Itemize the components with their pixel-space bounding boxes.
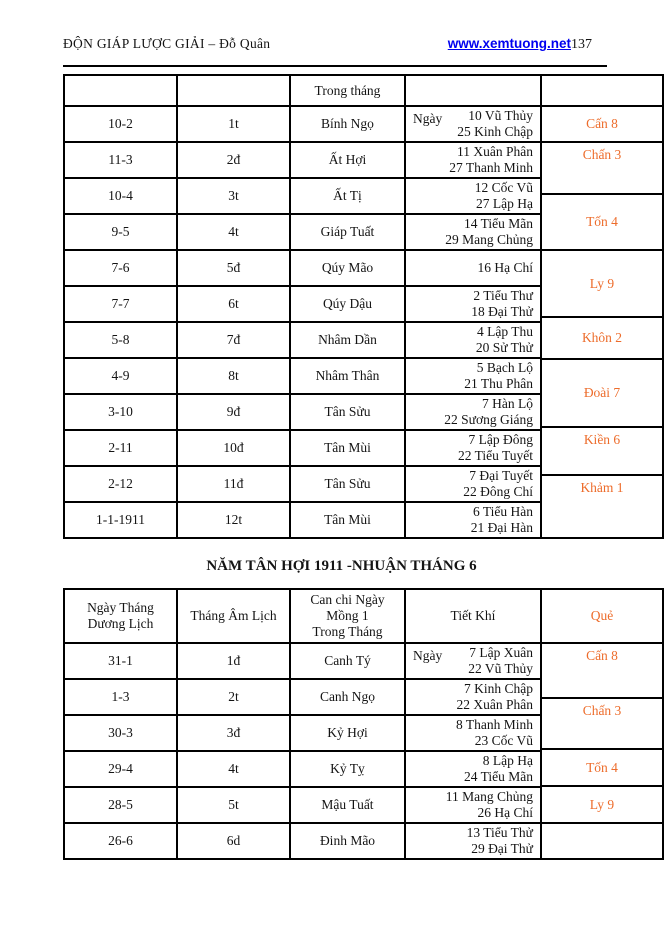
can-chi-cell: Ất Hợi: [291, 143, 406, 179]
tiet-khi-line: 22 Xuân Phân: [456, 697, 533, 712]
header-can-chi-cell: Trong tháng: [291, 76, 406, 107]
tiet-khi-line: 23 Cốc Vũ: [474, 733, 533, 748]
lunar-month-cell: 1đ: [178, 644, 291, 680]
lunar-month-cell: 4t: [178, 215, 291, 251]
header-tiet-khi-cell: Tiết Khí: [406, 590, 542, 644]
que-cell: [542, 360, 662, 428]
solar-date-cell: 31-1: [65, 644, 178, 680]
tiet-khi-line: 10 Vũ Thủy: [468, 108, 533, 123]
tiet-khi-line: 24 Tiểu Mãn: [463, 769, 533, 784]
lunar-month-cell: 5đ: [178, 251, 291, 287]
que-header-label: Quẻ: [590, 608, 614, 623]
tiet-khi-line: 18 Đại Thử: [471, 304, 533, 319]
tiet-khi-line: 16 Hạ Chí: [477, 260, 533, 275]
can-chi-cell: Ất Tị: [291, 179, 406, 215]
header-divider: [63, 65, 607, 67]
solar-date-cell: 11-3: [65, 143, 178, 179]
solar-date-cell: 10-4: [65, 179, 178, 215]
tiet-khi-cell: [406, 395, 542, 431]
tiet-khi-line: 11 Mang Chủng: [445, 789, 533, 804]
que-label: Chấn 3: [582, 703, 622, 718]
lunar-month-cell: 12t: [178, 503, 291, 539]
que-label: Tốn 4: [586, 214, 618, 229]
solar-date-cell: 3-10: [65, 395, 178, 431]
tiet-khi-cell: [406, 215, 542, 251]
tiet-khi-line: 21 Đại Hàn: [470, 520, 533, 535]
que-column: [542, 588, 664, 860]
solar-date-cell: 1-1-1911: [65, 503, 178, 539]
que-cell: [542, 143, 662, 195]
ngay-prefix-label: Ngày: [413, 111, 443, 126]
can-chi-cell: Đinh Mão: [291, 824, 406, 860]
lunar-month-cell: 3t: [178, 179, 291, 215]
tiet-khi-cell: [406, 503, 542, 539]
solar-date-cell: 29-4: [65, 752, 178, 788]
tiet-khi-line: 22 Đông Chí: [463, 484, 533, 499]
lunar-month-cell: 2đ: [178, 143, 291, 179]
tiet-khi-line: 7 Lập Xuân: [469, 645, 533, 660]
table-year-1911: [63, 588, 664, 860]
tiet-khi-cell: [406, 824, 542, 860]
header-lunar-month-cell: [178, 76, 291, 107]
que-label: Tốn 4: [586, 759, 618, 775]
lunar-month-cell: 10đ: [178, 431, 291, 467]
can-chi-cell: Tân Sửu: [291, 467, 406, 503]
tiet-khi-line: 22 Sương Giáng: [444, 412, 533, 427]
que-cell: [542, 251, 662, 318]
tiet-khi-cell: [406, 359, 542, 395]
tiet-khi-cell: [406, 287, 542, 323]
solar-date-cell: 4-9: [65, 359, 178, 395]
que-label: Khảm 1: [580, 480, 624, 495]
can-chi-cell: Qúy Mão: [291, 251, 406, 287]
tiet-khi-cell: [406, 644, 542, 680]
que-cell: [542, 476, 662, 539]
que-empty-cell: [542, 824, 662, 860]
que-cell: [542, 107, 662, 143]
lunar-month-cell: 2t: [178, 680, 291, 716]
can-chi-cell: Canh Ngọ: [291, 680, 406, 716]
tiet-khi-line: 7 Lập Đông: [468, 432, 533, 447]
can-chi-cell: Kỷ Tỵ: [291, 752, 406, 788]
que-cell: [542, 750, 662, 787]
can-chi-cell: Mậu Tuất: [291, 788, 406, 824]
tiet-khi-line: 21 Thu Phân: [464, 376, 533, 391]
solar-date-cell: 9-5: [65, 215, 178, 251]
que-cell: [542, 428, 662, 476]
tiet-khi-line: 27 Thanh Minh: [449, 160, 533, 175]
lunar-month-cell: 6t: [178, 287, 291, 323]
table-1-grid: [63, 74, 542, 539]
tiet-khi-line: 12 Cốc Vũ: [474, 180, 533, 195]
tiet-khi-cell: [406, 752, 542, 788]
que-label: Kiền 6: [583, 432, 621, 447]
tiet-khi-line: 25 Kinh Chập: [457, 124, 533, 139]
tiet-khi-line: 7 Đại Tuyết: [469, 468, 533, 483]
tiet-khi-cell: [406, 467, 542, 503]
can-chi-cell: Nhâm Thân: [291, 359, 406, 395]
solar-date-cell: 5-8: [65, 323, 178, 359]
header-can-chi-cell: [291, 590, 406, 644]
lunar-month-cell: 5t: [178, 788, 291, 824]
can-chi-cell: Tân Mùi: [291, 431, 406, 467]
header-line: Ngày Tháng: [87, 600, 154, 615]
que-label: Ly 9: [589, 275, 615, 291]
que-cell: [542, 699, 662, 750]
can-chi-cell: Qúy Dậu: [291, 287, 406, 323]
can-chi-cell: Nhâm Dần: [291, 323, 406, 359]
tiet-khi-line: 2 Tiểu Thư: [473, 288, 533, 303]
tiet-khi-line: 13 Tiểu Thử: [466, 825, 533, 840]
que-label: Khôn 2: [581, 330, 623, 345]
header-tiet-khi-cell: [406, 76, 542, 107]
can-chi-cell: Bính Ngọ: [291, 107, 406, 143]
que-cell: [542, 195, 662, 251]
tiet-khi-line: 7 Hàn Lộ: [482, 396, 533, 411]
solar-date-cell: 10-2: [65, 107, 178, 143]
tiet-khi-cell: [406, 107, 542, 143]
tiet-khi-line: 4 Lập Thu: [477, 324, 533, 339]
que-label: Cấn 8: [586, 648, 618, 663]
tiet-khi-cell: [406, 680, 542, 716]
header-right: [448, 36, 664, 53]
solar-date-cell: 7-6: [65, 251, 178, 287]
lunar-month-cell: 8t: [178, 359, 291, 395]
website-link[interactable]: www.xemtuong.net: [447, 36, 571, 51]
tiet-khi-line: 20 Sử Thử: [475, 340, 533, 355]
section-title: NĂM TÂN HỢI 1911 -NHUẬN THÁNG 6: [206, 558, 477, 574]
solar-date-cell: 1-3: [65, 680, 178, 716]
lunar-month-cell: 7đ: [178, 323, 291, 359]
solar-date-cell: 28-5: [65, 788, 178, 824]
table-2-grid: [63, 588, 542, 860]
tiet-khi-cell: [406, 788, 542, 824]
tiet-khi-line: 22 Vũ Thủy: [468, 661, 533, 676]
lunar-month-cell: 9đ: [178, 395, 291, 431]
can-chi-cell: Kỷ Hợi: [291, 716, 406, 752]
solar-date-cell: 26-6: [65, 824, 178, 860]
lunar-month-cell: 1t: [178, 107, 291, 143]
tiet-khi-cell: [406, 179, 542, 215]
tiet-khi-line: 6 Tiểu Hàn: [472, 504, 533, 519]
tiet-khi-cell: [406, 716, 542, 752]
page-number: 137: [571, 37, 592, 52]
que-column: [542, 74, 664, 539]
document-title: ĐỘN GIÁP LƯỢC GIẢI – Đỗ Quân: [63, 36, 271, 51]
tiet-khi-line: 26 Hạ Chí: [477, 805, 533, 820]
tiet-khi-line: 22 Tiểu Tuyết: [457, 448, 533, 463]
tiet-khi-line: 8 Thanh Minh: [456, 717, 533, 732]
tiet-khi-line: 14 Tiểu Mãn: [463, 216, 533, 231]
ngay-prefix-label: Ngày: [413, 648, 443, 663]
lunar-month-cell: 4t: [178, 752, 291, 788]
tiet-khi-line: 29 Mang Chủng: [445, 232, 533, 247]
tiet-khi-line: 27 Lập Hạ: [476, 196, 533, 211]
tiet-khi-line: 8 Lập Hạ: [482, 753, 533, 768]
que-label: Cấn 8: [586, 116, 618, 131]
header-solar-date-cell: [65, 76, 178, 107]
tiet-khi-cell: [406, 143, 542, 179]
solar-date-cell: 30-3: [65, 716, 178, 752]
tiet-khi-cell: [406, 323, 542, 359]
tiet-khi-cell: [406, 431, 542, 467]
tiet-khi-line: 11 Xuân Phân: [457, 144, 533, 159]
lunar-month-cell: 11đ: [178, 467, 291, 503]
document-header: [63, 0, 664, 53]
can-chi-cell: Giáp Tuất: [291, 215, 406, 251]
header-solar-date-cell: [65, 590, 178, 644]
solar-date-cell: 7-7: [65, 287, 178, 323]
que-cell: [542, 318, 662, 360]
que-header-cell: [542, 590, 662, 644]
page-content: [63, 0, 664, 860]
que-label: Chấn 3: [582, 147, 622, 162]
lunar-month-cell: 3đ: [178, 716, 291, 752]
header-line: Mồng 1: [326, 608, 369, 623]
header-line: Dương Lịch: [87, 616, 154, 631]
tiet-khi-line: 29 Đại Thử: [471, 841, 533, 856]
table-month-list-continued: [63, 74, 664, 539]
header-line: Trong Tháng: [312, 624, 383, 639]
tiet-khi-cell: [406, 251, 542, 287]
lunar-month-cell: 6d: [178, 824, 291, 860]
que-label: Ly 9: [589, 796, 615, 812]
que-cell: [542, 787, 662, 824]
can-chi-cell: Canh Tý: [291, 644, 406, 680]
header-line: Can chi Ngày: [310, 592, 385, 607]
que-header-empty-cell: [542, 76, 662, 107]
que-label: Đoài 7: [583, 385, 621, 400]
solar-date-cell: 2-12: [65, 467, 178, 503]
can-chi-cell: Tân Sửu: [291, 395, 406, 431]
tiet-khi-line: 5 Bạch Lộ: [476, 360, 533, 375]
solar-date-cell: 2-11: [65, 431, 178, 467]
que-cell: [542, 644, 662, 699]
tiet-khi-line: 7 Kinh Chập: [464, 681, 533, 696]
header-lunar-month-cell: Tháng Âm Lịch: [178, 590, 291, 644]
can-chi-cell: Tân Mùi: [291, 503, 406, 539]
